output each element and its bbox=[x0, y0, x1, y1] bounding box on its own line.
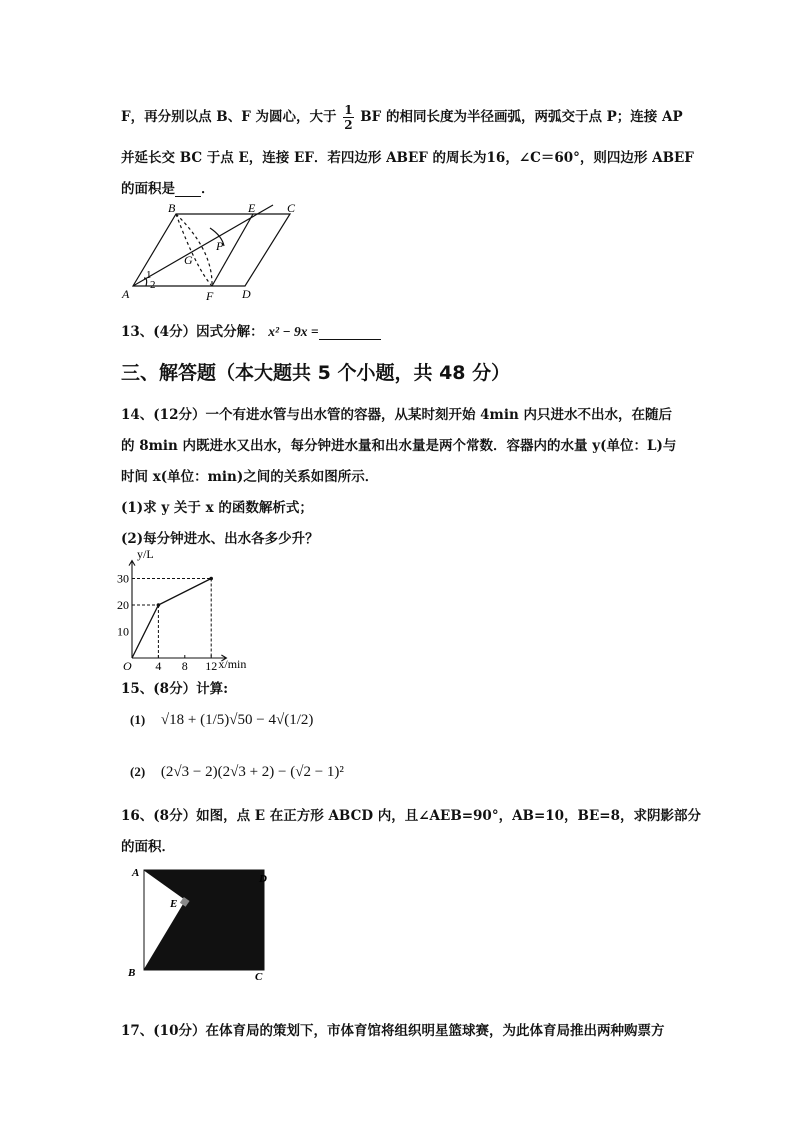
frac-num: 1 bbox=[344, 103, 353, 117]
square-shaded-figure bbox=[124, 862, 274, 987]
dashed-arc-2 bbox=[176, 214, 212, 286]
series-line bbox=[132, 579, 211, 659]
x-tick-label-2: 12 bbox=[205, 659, 218, 673]
q15-p2-label: (2) bbox=[130, 764, 146, 779]
q13-line bbox=[121, 320, 381, 340]
series-point-1 bbox=[157, 603, 161, 607]
frac-den: 2 bbox=[344, 118, 353, 132]
q12-line3-end: ． bbox=[201, 181, 215, 197]
y-axis-label: y/L bbox=[137, 548, 154, 561]
parallelogram-figure bbox=[118, 198, 318, 304]
y-tick-label-1: 20 bbox=[117, 598, 129, 612]
q15-line1: 15、(8分）计算: bbox=[121, 681, 229, 697]
sq-label-c: C bbox=[255, 971, 263, 983]
label-b: B bbox=[168, 201, 176, 215]
sq-label-d: D bbox=[259, 873, 267, 885]
q14-line1: 14、(12分）一个有进水管与出水管的容器，从某时刻开始 4min 内只进水不出水，在随后 bbox=[121, 407, 672, 423]
label-a: A bbox=[122, 287, 130, 301]
x-tick-label-0: 4 bbox=[155, 659, 162, 673]
label-c: C bbox=[287, 201, 296, 215]
q16-line2: 的面积． bbox=[121, 839, 175, 855]
label-d: D bbox=[242, 287, 251, 301]
q12-line1 bbox=[121, 104, 683, 131]
label-angle-2: 2 bbox=[150, 279, 156, 291]
answer-blank bbox=[175, 196, 201, 197]
q14-line3: 时间 x(单位：min)之间的关系如图所示． bbox=[121, 469, 379, 485]
q15-p2-expression: (2√3 − 2)(2√3 + 2) − (√2 − 1)² bbox=[160, 764, 344, 780]
q14-sub2: (2)每分钟进水、出水各多少升？ bbox=[121, 531, 319, 547]
sq-label-e: E bbox=[170, 898, 178, 910]
x-axis-label: x/min bbox=[218, 657, 247, 671]
q13-prefix: 13、(4分）因式分解： bbox=[121, 324, 264, 340]
y-tick-label-2: 30 bbox=[117, 571, 129, 586]
q15-p1-label: (1) bbox=[130, 712, 146, 727]
label-angle-1: 1 bbox=[146, 269, 152, 281]
label-g: G bbox=[184, 253, 193, 267]
q12-line2: 并延长交 BC 于点 E，连接 EF．若四边形 ABEF 的周长为16，∠C＝60°，则四边形 ABEF bbox=[121, 150, 694, 166]
sq-label-a: A bbox=[132, 867, 140, 879]
q14-sub1: (1)求 y 关于 x 的函数解析式； bbox=[121, 500, 313, 516]
label-e: E bbox=[248, 201, 256, 215]
label-p: P bbox=[216, 239, 224, 253]
dashed-arc-1 bbox=[176, 214, 212, 286]
sq-label-b: B bbox=[128, 967, 136, 979]
y-tick-label-0: 10 bbox=[117, 624, 129, 639]
section-title: 三、解答题（本大题共 5 个小题，共 48 分） bbox=[121, 362, 511, 384]
q14-line2: 的 8min 内既进水又出水，每分钟进水量和出水量是两个常数．容器内的水量 y(单位：L)与 bbox=[121, 438, 677, 454]
q15-part2 bbox=[130, 764, 344, 781]
water-volume-chart bbox=[115, 548, 265, 673]
q12-line1-pre: F，再分别以点 B、F 为圆心，大于 bbox=[121, 109, 337, 125]
q13-expression: x² − 9x = bbox=[268, 324, 319, 339]
q16-line1: 16、(8分）如图，点 E 在正方形 ABCD 内，且∠AEB=90°，AB=10，BE=8，求阴影部分 bbox=[121, 808, 701, 824]
label-f: F bbox=[206, 289, 214, 303]
q12-line1-post: BF 的相同长度为半径画弧，两弧交于点 P；连接 AP bbox=[360, 109, 683, 125]
series-point-2 bbox=[209, 577, 213, 581]
q17-line1: 17、(10分）在体育局的策划下，市体育馆将组织明星篮球赛，为此体育局推出两种购票方 bbox=[121, 1023, 665, 1039]
half-fraction bbox=[343, 104, 353, 131]
q13-answer-blank bbox=[319, 339, 381, 340]
origin-label: O bbox=[123, 659, 132, 673]
x-tick-label-1: 8 bbox=[181, 659, 188, 673]
q12-line3-text: 的面积是 bbox=[121, 181, 175, 197]
q15-part1 bbox=[130, 712, 313, 729]
q12-line3 bbox=[121, 177, 215, 197]
q15-p1-expression: √18 + (1/5)√50 − 4√(1/2) bbox=[160, 712, 314, 728]
